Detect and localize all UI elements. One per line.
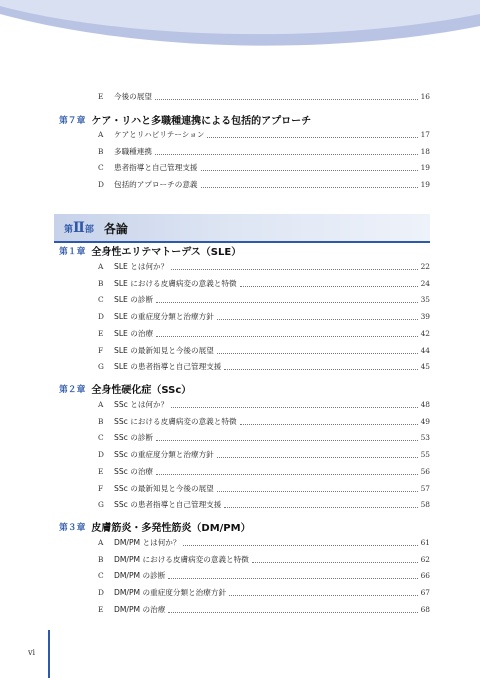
- toc-entry[interactable]: [98, 128, 430, 142]
- toc-entry[interactable]: [98, 178, 430, 192]
- dot-leader: [156, 440, 418, 441]
- entry-title: SSc の最新知見と今後の展望: [114, 484, 214, 493]
- dot-leader: [156, 474, 418, 475]
- chapter-number: 第２章: [59, 384, 86, 395]
- entry-letter: B: [98, 147, 104, 156]
- toc-entry[interactable]: [98, 536, 430, 550]
- dot-leader: [168, 612, 417, 613]
- entry-page: 58: [420, 500, 430, 509]
- entry-title: SSc とは何か？: [114, 400, 169, 409]
- entry-title: DM/PM の治療: [114, 605, 166, 614]
- entry-letter: D: [98, 180, 104, 189]
- entry-page: 35: [420, 295, 430, 304]
- toc-entry[interactable]: [98, 415, 430, 429]
- dot-leader: [217, 319, 418, 320]
- dot-leader: [229, 595, 418, 596]
- entry-page: 19: [420, 180, 430, 189]
- entry-page: 48: [420, 400, 430, 409]
- entry-title: DM/PM の診断: [114, 571, 166, 580]
- entry-title: SLE とは何か？: [114, 262, 169, 271]
- entry-title: 包括的アプローチの意義: [114, 180, 198, 189]
- entry-title: SSc の患者指導と自己管理支援: [114, 500, 222, 509]
- entry-title: DM/PM とは何か？: [114, 538, 181, 547]
- chapter-title: 全身性エリテマトーデス（SLE）: [91, 246, 242, 258]
- part-roman-numeral: Ⅱ: [73, 220, 85, 236]
- entry-letter: C: [98, 571, 104, 580]
- entry-title: SSc における皮膚病変の意義と特徴: [114, 417, 237, 426]
- entry-page: 16: [420, 92, 430, 101]
- toc-entry[interactable]: [98, 161, 430, 175]
- header-wave-decoration: [0, 0, 480, 60]
- entry-title: 今後の展望: [114, 92, 152, 101]
- entry-page: 42: [420, 329, 430, 338]
- entry-title: SSc の診断: [114, 433, 154, 442]
- part-2-heading[interactable]: [54, 214, 430, 242]
- entry-letter: A: [98, 130, 104, 139]
- chapter-3-heading[interactable]: [59, 518, 251, 534]
- dot-leader: [224, 507, 417, 508]
- toc-entry[interactable]: [98, 327, 430, 341]
- chapter-title: 全身性硬化症（SSc）: [91, 384, 192, 396]
- entry-page: 17: [420, 130, 430, 139]
- page-number: vi: [28, 648, 36, 657]
- chapter-number: 第３章: [59, 522, 86, 533]
- entry-page: 18: [420, 147, 430, 156]
- part-label-suffix: 部: [84, 225, 94, 235]
- dot-leader: [156, 336, 418, 337]
- chapter-number: 第１章: [59, 246, 86, 257]
- toc-entry[interactable]: [98, 465, 430, 479]
- entry-title: 多職種連携: [114, 147, 152, 156]
- entry-letter: C: [98, 163, 104, 172]
- entry-page: 67: [420, 588, 430, 597]
- chapter-1-heading[interactable]: [59, 242, 241, 258]
- dot-leader: [217, 491, 418, 492]
- entry-title: DM/PM における皮膚病変の意義と特徴: [114, 555, 249, 564]
- entry-title: SLE の重症度分類と治療方針: [114, 312, 214, 321]
- toc-entry[interactable]: [98, 586, 430, 600]
- part-number: [64, 220, 94, 236]
- dot-leader: [207, 137, 417, 138]
- entry-letter: A: [98, 538, 104, 547]
- entry-title: SSc の重症度分類と治療方針: [114, 450, 214, 459]
- toc-entry[interactable]: [98, 145, 430, 159]
- entry-page: 57: [420, 484, 430, 493]
- dot-leader: [224, 369, 417, 370]
- toc-entry[interactable]: [98, 293, 430, 307]
- dot-leader: [240, 286, 418, 287]
- entry-title: SLE の治療: [114, 329, 154, 338]
- dot-leader: [217, 457, 418, 458]
- entry-letter: F: [98, 346, 104, 355]
- toc-entry[interactable]: [98, 482, 430, 496]
- toc-entry[interactable]: [98, 310, 430, 324]
- entry-letter: B: [98, 555, 104, 564]
- margin-accent-bar: [48, 630, 50, 678]
- dot-leader: [183, 545, 417, 546]
- entry-letter: E: [98, 92, 104, 101]
- toc-entry[interactable]: [98, 603, 430, 617]
- entry-letter: E: [98, 467, 104, 476]
- entry-title: ケアとリハビリテーション: [114, 130, 205, 139]
- dot-leader: [240, 424, 418, 425]
- entry-page: 68: [420, 605, 430, 614]
- entry-title: DM/PM の重症度分類と治療方針: [114, 588, 227, 597]
- entry-letter: A: [98, 400, 104, 409]
- entry-page: 62: [420, 555, 430, 564]
- entry-letter: F: [98, 484, 104, 493]
- part-title: 各論: [103, 221, 128, 236]
- toc-entry[interactable]: [98, 344, 430, 358]
- dot-leader: [171, 269, 417, 270]
- entry-letter: E: [98, 605, 104, 614]
- toc-entry[interactable]: [98, 260, 430, 274]
- dot-leader: [201, 187, 418, 188]
- entry-page: 61: [420, 538, 430, 547]
- entry-letter: D: [98, 450, 104, 459]
- entry-letter: A: [98, 262, 104, 271]
- toc-entry[interactable]: [98, 431, 430, 445]
- entry-letter: B: [98, 279, 104, 288]
- entry-letter: G: [98, 362, 104, 371]
- dot-leader: [155, 154, 418, 155]
- dot-leader: [155, 99, 418, 100]
- entry-letter: D: [98, 312, 104, 321]
- entry-page: 49: [420, 417, 430, 426]
- toc-entry[interactable]: [98, 90, 430, 104]
- entry-page: 56: [420, 467, 430, 476]
- chapter-number: 第７章: [59, 115, 86, 126]
- chapter-7-heading[interactable]: [59, 111, 311, 127]
- entry-page: 44: [420, 346, 430, 355]
- chapter-title: ケア・リハと多職種連携による包括的アプローチ: [91, 115, 312, 127]
- toc-entry[interactable]: [98, 398, 430, 412]
- entry-page: 66: [420, 571, 430, 580]
- entry-letter: E: [98, 329, 104, 338]
- toc-entry[interactable]: [98, 569, 430, 583]
- entry-page: 22: [420, 262, 430, 271]
- entry-title: SLE の診断: [114, 295, 154, 304]
- dot-leader: [252, 562, 418, 563]
- entry-page: 45: [420, 362, 430, 371]
- entry-title: SLE における皮膚病変の意義と特徴: [114, 279, 237, 288]
- toc-entry[interactable]: [98, 553, 430, 567]
- entry-page: 55: [420, 450, 430, 459]
- chapter-title: 皮膚筋炎・多発性筋炎（DM/PM）: [91, 522, 251, 534]
- dot-leader: [171, 407, 417, 408]
- toc-entry[interactable]: [98, 448, 430, 462]
- entry-letter: D: [98, 588, 104, 597]
- entry-page: 24: [420, 279, 430, 288]
- part-label-prefix: 第: [64, 225, 74, 235]
- entry-title: SLE の患者指導と自己管理支援: [114, 362, 222, 371]
- entry-title: SLE の最新知見と今後の展望: [114, 346, 214, 355]
- entry-page: 53: [420, 433, 430, 442]
- entry-title: 患者指導と自己管理支援: [114, 163, 198, 172]
- entry-letter: C: [98, 433, 104, 442]
- entry-page: 19: [420, 163, 430, 172]
- entry-page: 39: [420, 312, 430, 321]
- toc-entry[interactable]: [98, 277, 430, 291]
- entry-letter: B: [98, 417, 104, 426]
- chapter-2-heading[interactable]: [59, 380, 191, 396]
- dot-leader: [201, 170, 418, 171]
- dot-leader: [156, 302, 418, 303]
- dot-leader: [168, 578, 417, 579]
- entry-title: SSc の治療: [114, 467, 154, 476]
- toc-entry[interactable]: [98, 360, 430, 374]
- entry-letter: G: [98, 500, 104, 509]
- toc-entry[interactable]: [98, 498, 430, 512]
- entry-letter: C: [98, 295, 104, 304]
- dot-leader: [217, 353, 418, 354]
